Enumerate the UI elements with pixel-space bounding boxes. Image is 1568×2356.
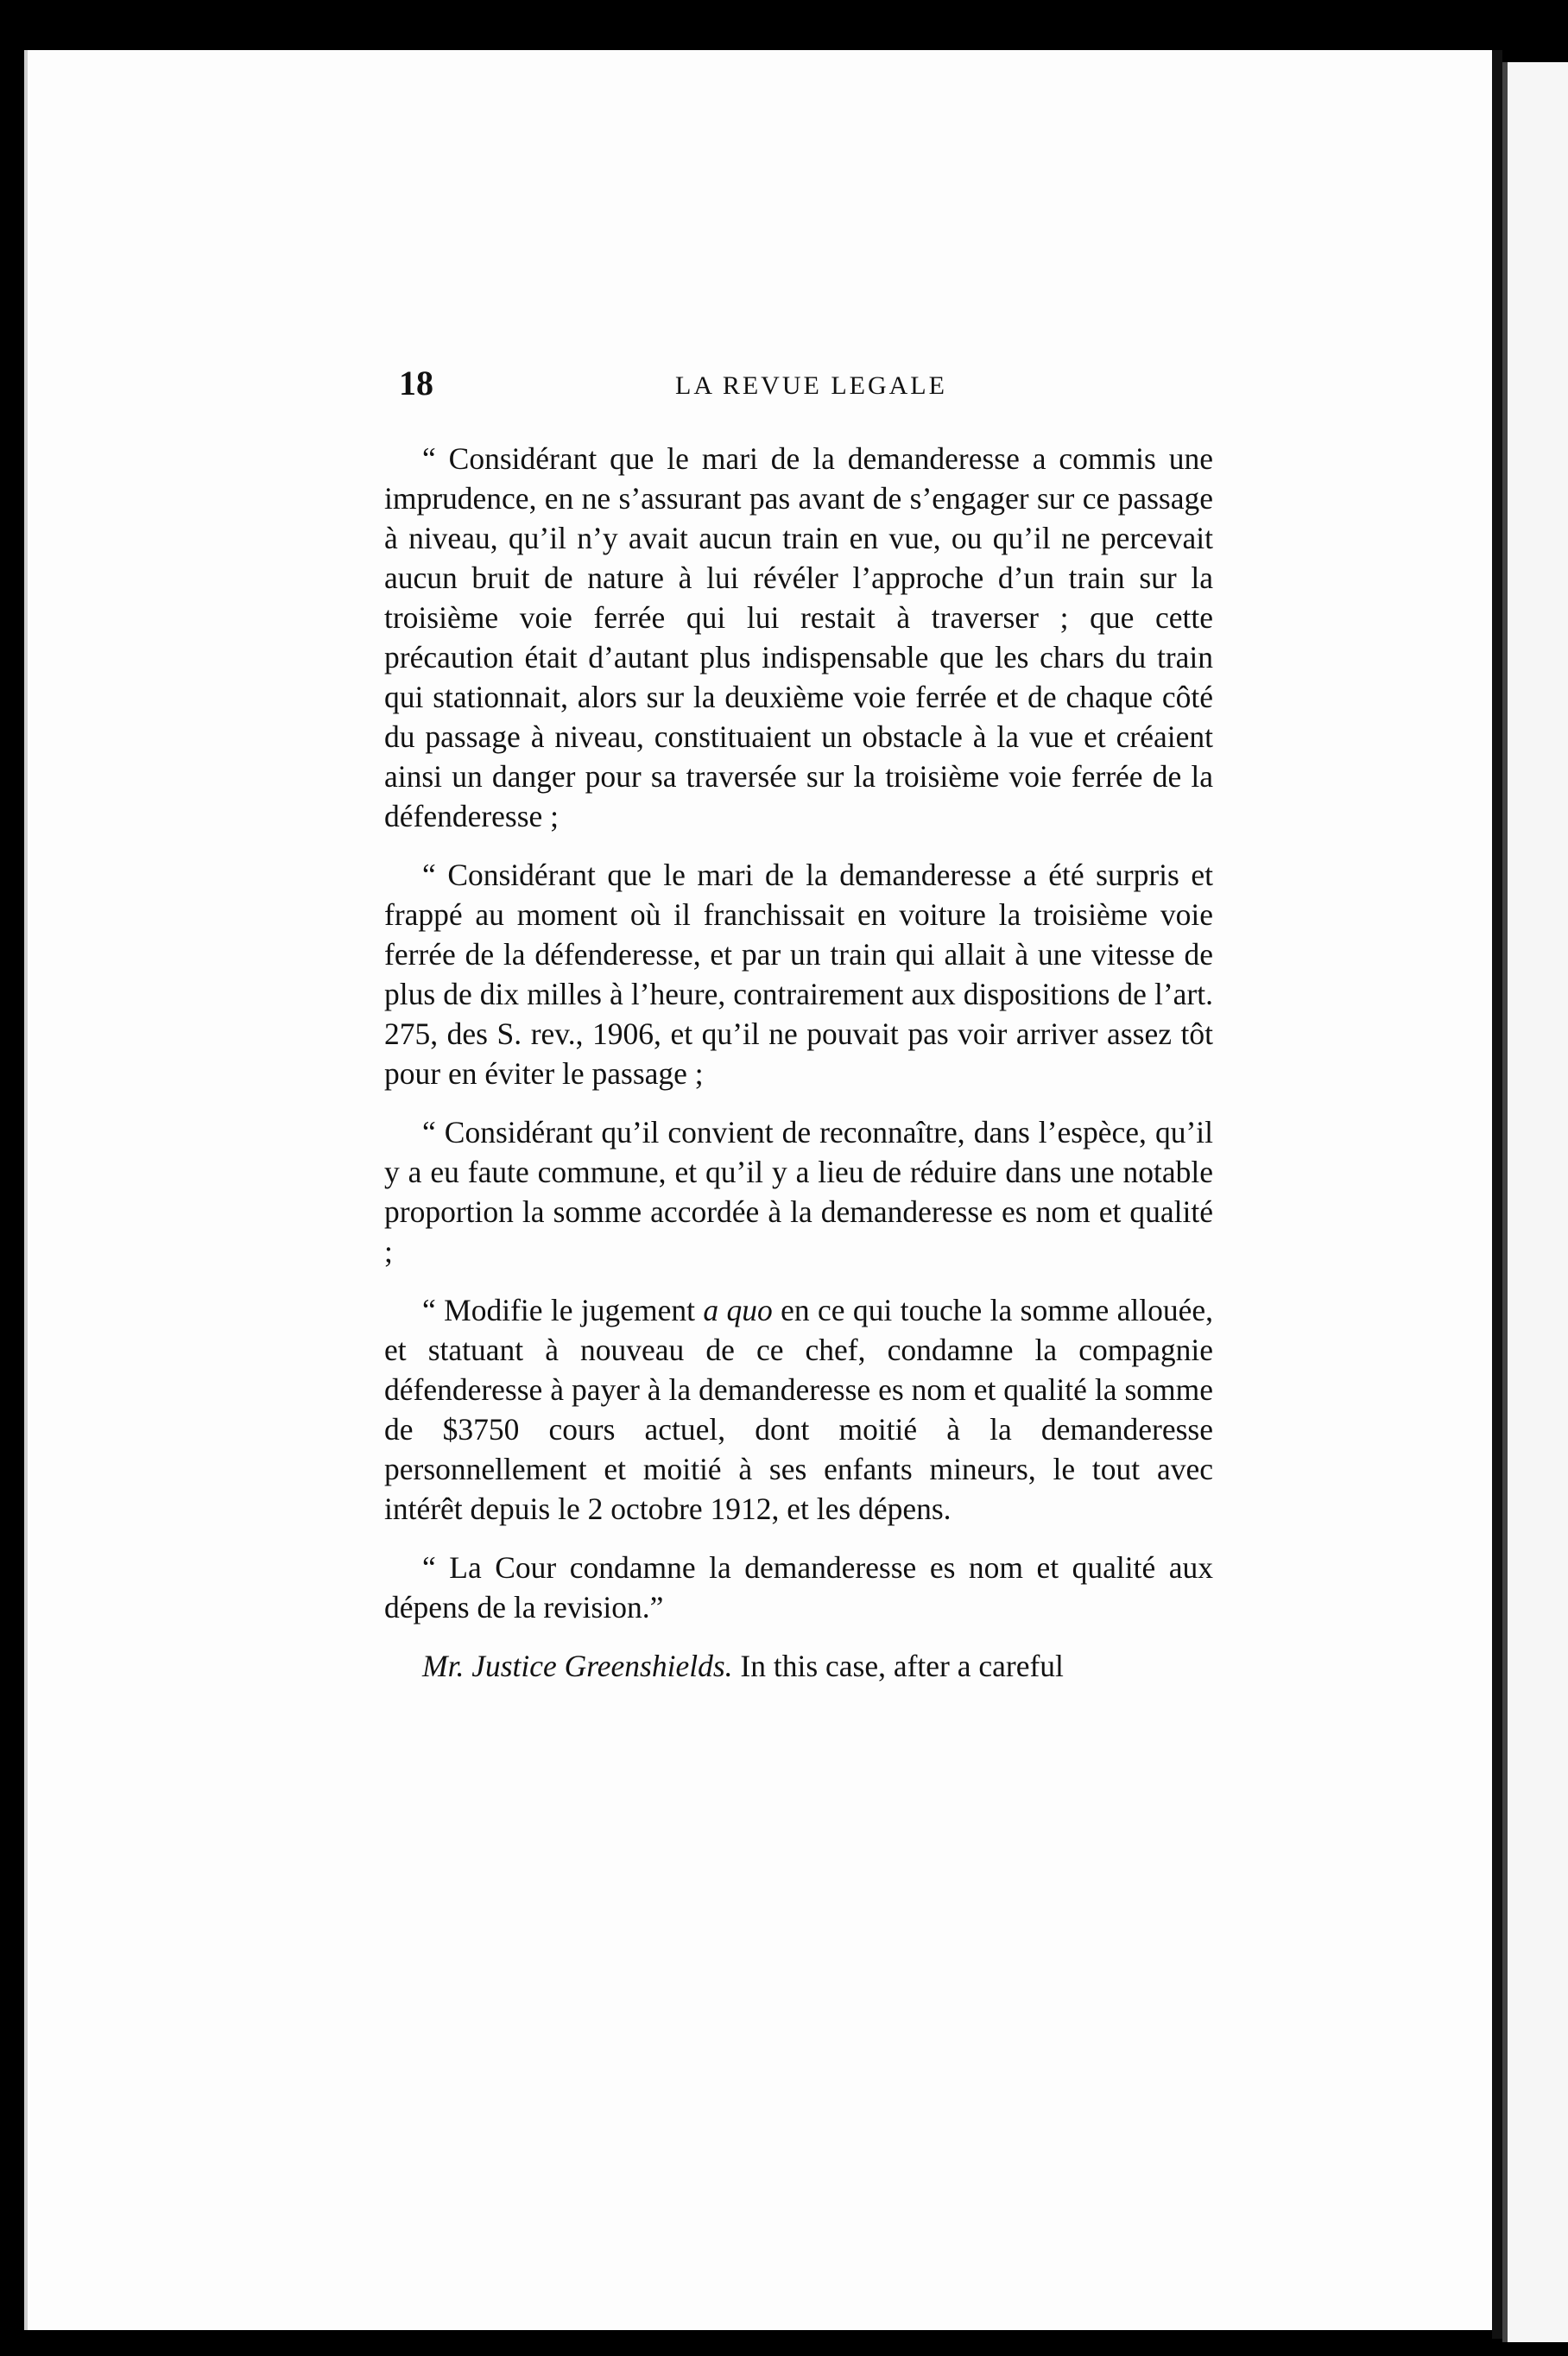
body-text [384,439,1213,1686]
paragraph-6 [384,1646,1213,1686]
judge-name: Mr. Justice Greenshields. [422,1649,733,1683]
adjacent-page-edge [1502,62,1568,2342]
page-gutter [1492,50,1502,2339]
paragraph-6-end: In this case, after a careful [732,1649,1064,1683]
paragraph-4-italic: a quo [703,1293,773,1327]
paragraph-4-start: “ Modifie le jugement [422,1293,704,1327]
running-head: LA REVUE LEGALE [675,371,947,400]
paragraph-3: “ Considérant qu’il convient de reconnaître, dans l’espèce, qu’il y a eu faute commune, et qu’il y a lieu de réduire dans une notable proportion la somme accordée à la demanderesse es nom et qualité ; [384,1115,1213,1269]
paragraph-4 [384,1290,1213,1529]
page-header [399,363,1219,415]
page-number: 18 [399,364,433,402]
paragraph-1: “ Considérant que le mari de la demanderesse a commis une imprudence, en ne s’assurant pas avant de s’engager sur ce passage à niveau, qu’il n’y avait aucun train en vue, ou qu’il ne percevait aucun bruit de nature à lui révéler l’approche d’un train sur la troisième voie ferrée qui lui restait à traverser ; que cette précaution était d’autant plus indispensable que les chars du train qui stationnait, alors sur la deuxième voie ferrée et de chaque côté du passage à niveau, constituaient un obstacle à la vue et créaient ainsi un danger pour sa traversée sur la troisième voie ferrée de la défenderesse ; [384,441,1213,833]
paragraph-2: “ Considérant que le mari de la demanderesse a été surpris et frappé au moment où il franchissait en voiture la troisième voie ferrée de la défenderesse, et par un train qui allait à une vitesse de plus de dix milles à l’heure, contrairement aux dispositions de l’art. 275, des S. rev., 1906, et qu’il ne pouvait pas voir arriver assez tôt pour en éviter le passage ; [384,858,1213,1091]
paragraph-5: “ La Cour condamne la demanderesse es nom et qualité aux dépens de la revision.” [384,1550,1213,1624]
paragraph-4-end: en ce qui touche la somme allouée, et statuant à nouveau de ce chef, condamne la compagnie défenderesse à payer à la demanderesse es nom et qualité la somme de $3750 cours actuel, dont moitié à la demanderesse personnellement et moitié à ses enfants mineurs, le tout avec intérêt depuis le 2 octobre 1912, et les dépens. [384,1293,1213,1526]
